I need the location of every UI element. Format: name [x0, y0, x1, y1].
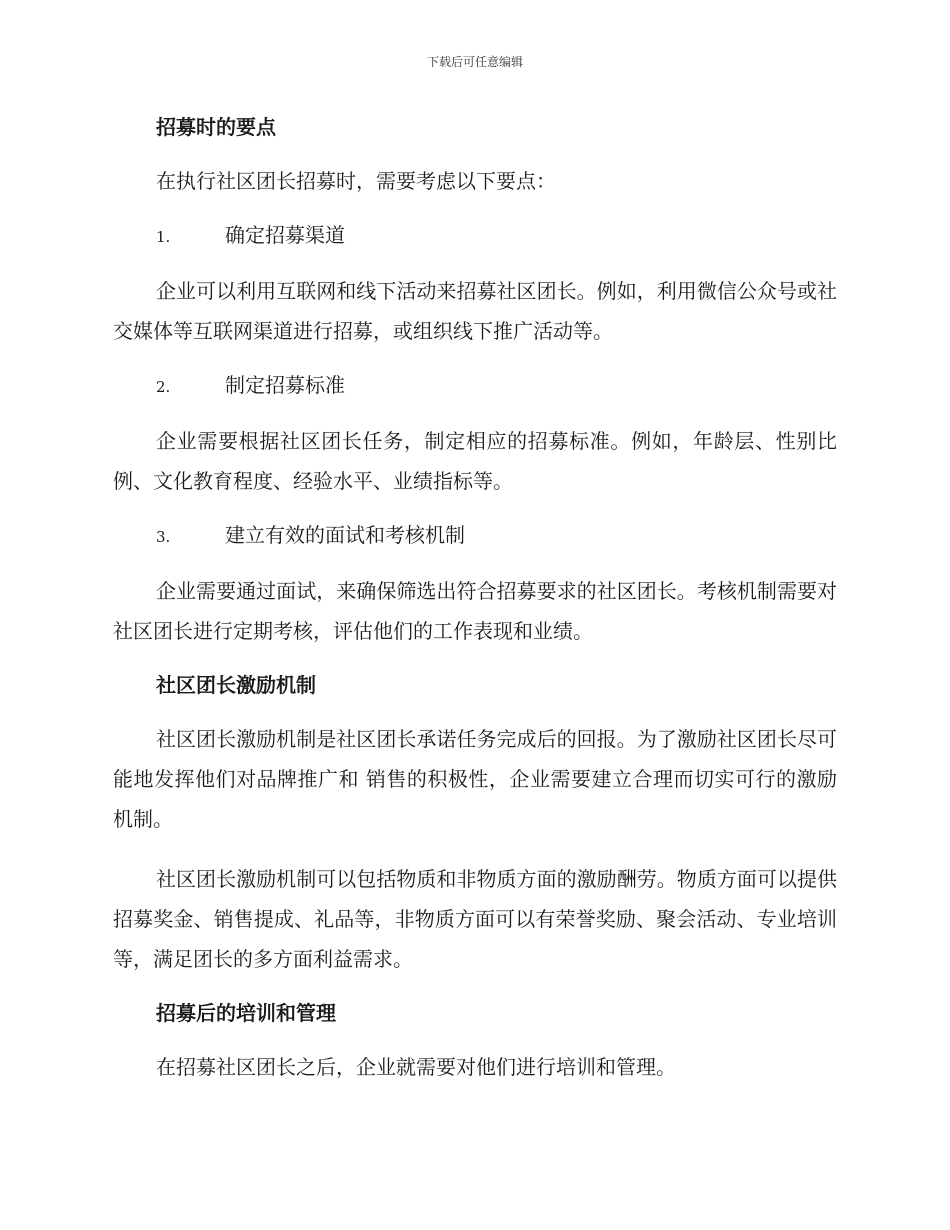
list-number: 2. [156, 378, 171, 396]
list-item-body: 企业可以利用互联网和线下活动来招募社区团长。例如，利用微信公众号或社交媒体等互联网渠道进行招募，或组织线下推广活动等。 [113, 279, 837, 343]
list-item-body: 企业需要通过面试，来确保筛选出符合招募要求的社区团长。考核机制需要对社区团长进行定期考核，评估他们的工作表现和业绩。 [113, 579, 837, 643]
list-item-3 [113, 521, 837, 551]
incentives-paragraph-2: 社区团长激励机制可以包括物质和非物质方面的激励酬劳。物质方面可以提供招募奖金、销售提成、礼品等，非物质方面可以有荣誉奖励、聚会活动、专业培训等，满足团长的多方面利益需求。 [113, 867, 837, 971]
training-paragraph-1: 在招募社区团长之后，企业就需要对他们进行培训和管理。 [156, 1055, 676, 1079]
list-item-title: 确定招募渠道 [225, 223, 345, 247]
recruit-points-intro: 在执行社区团长招募时，需要考虑以下要点： [156, 169, 556, 193]
list-item-1 [113, 221, 837, 251]
list-item-title: 建立有效的面试和考核机制 [225, 523, 465, 547]
list-item-title: 制定招募标准 [225, 373, 345, 397]
page-header: 下载后可任意编辑 [426, 55, 523, 69]
document-body [113, 113, 837, 1087]
incentives-paragraph-1: 社区团长激励机制是社区团长承诺任务完成后的回报。为了激励社区团长尽可能地发挥他们对品牌推广和 销售的积极性，企业需要建立合理而切实可行的激励机制。 [113, 727, 837, 831]
list-item-2 [113, 371, 837, 401]
list-number: 3. [156, 528, 171, 546]
list-item-body: 企业需要根据社区团长任务，制定相应的招募标准。例如，年龄层、性别比例、文化教育程度、经验水平、业绩指标等。 [113, 429, 837, 493]
list-number: 1. [156, 228, 171, 246]
section-heading-incentives: 社区团长激励机制 [156, 673, 316, 697]
section-heading-recruit-points: 招募时的要点 [156, 115, 276, 139]
section-heading-training: 招募后的培训和管理 [156, 1001, 336, 1025]
